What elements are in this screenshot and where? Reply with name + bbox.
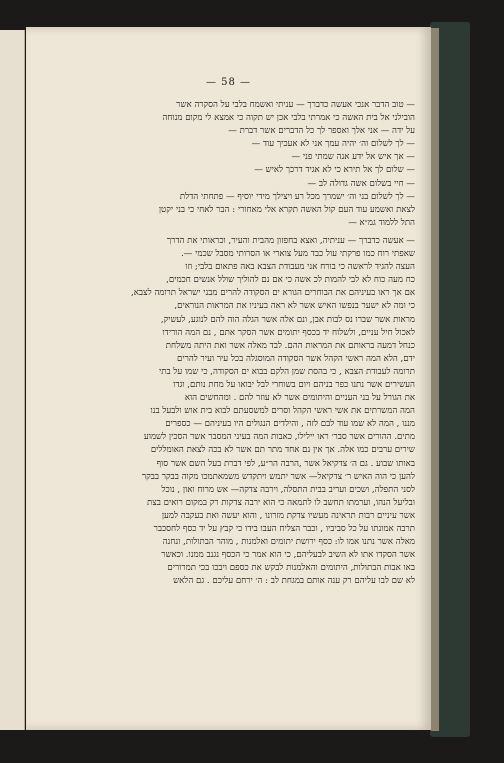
text-line: על ידה — אני אלך ואספר לך כל הדברים אשר דברת —: [228, 126, 415, 137]
text-line: הובילני אל בית האשה כי אמרתי בלבי אכן יש תקוה כי אמצא לי מקום מנוחה: [162, 113, 415, 124]
text-line: תרבה אמונתו על כל סביביו , וכבר הצליח העבו בידו כי קבץ על יד כסף לחסכבר: [153, 524, 415, 534]
text-line: — אעשה כדברך — עניתיה, ואצא בחפזון מהבית והעיר, וכראותי את הדרך: [166, 235, 415, 246]
text-line: תרומה לעבודת הצבא , כי בהסת שמן הלקם בבוא ים הסקודה, כי שמו על בתי: [158, 366, 415, 377]
text-line: כח מעה כוח לא לבי להמות לכ אשה כי אם נם להוליך שולל אנשים חכמים,: [166, 275, 415, 286]
text-line: מראות אשר שברו נס לבות אבן, ונם אלה אשר הגלה הוה להם לנוגע, לעשיק,: [160, 314, 415, 325]
text-line: את הגורל על בני העניים והיתומים אשר לא עוזר להם . ומהחשים הוא: [184, 393, 415, 404]
text-line: — חיי בשלום אשה גדולה לב —: [307, 178, 415, 189]
text-line: אשר עיניים רבות תראינה מעשיו צדקת מזרונו , והוא יעשה ואת בעקבה למען: [161, 510, 415, 521]
left-page-edge: [0, 30, 25, 730]
text-line: התל ללמוד גמ״א —: [348, 217, 415, 228]
page-number: — 58 —: [205, 77, 252, 88]
text-line: שירים ערבים כמו אלה. אך אין נם אחד מתר תם אשר לא בכה לצאת האומללים: [150, 445, 415, 456]
text-line: מננו , המה לא שמו עוד לבם לזה , והילדים הנגולים היו בעיניהם — כספרים: [165, 419, 415, 430]
text-line: — לך לשלום וה׳ יהיה עמך אני לא אעכיך עוד —: [251, 139, 415, 150]
text-line: ובליעל הנהו, וערמתו תחשב לו לתמאה כי הוא ירבה צדקות רק במקום רואים בצת: [147, 497, 415, 508]
text-line: אשר הסקדו אתו לא השיב לבעליהם, כי הוא אמר כי הכסף נגנב ממנו. וכאשר: [161, 550, 415, 561]
text-line: שאפתי רוח כמו פרקתי עול כבד מעל צוארי או הסרותי מסבל שכמי —.: [181, 249, 415, 260]
text-line: באו אבות הבתולות, היתומים והאלמנות לבקש את כספם ויבכו בכי תמרורים: [167, 563, 415, 574]
text-line: העצה להגיד לראשה כי בורח אני מעבודת הצבא באה פתאום בלבי; וזו: [185, 262, 415, 273]
text-line: באותו שבוע . גם ה׳ צדקיאל אשר ,הרבה הר״ע, לפי דברת בעל השם אשר סוף: [156, 458, 415, 469]
text-line: — טוב הדבר אנכי אעשה כדברך — עניתי ואשמח בלבי על הסקרה אשר: [176, 100, 415, 110]
text-line: להען כי הוה האיש ר׳ צדקיאל— אשר יתמש ויתקדש משמאתמכו מקוה בבקר בבקר: [141, 471, 415, 482]
text-line: מתים. ההורים אשר סבר׳ ראו יילילו, כאבות המה בעיני המסבר אשר הסכין לשמוע: [143, 432, 415, 443]
text-line: לסני התפלה, ושכים ועריב בבית התסלה, וירבה צדקה— אש מרוח ואון , נוכל: [161, 484, 415, 495]
text-line: אם אך ראו בעיניהם את הבוחרים הגורא ים הסקודה להרים מבני ישראל תרומה לצבא,: [131, 288, 415, 299]
text-line: לא שם לבו עליהם רק ענה אותם במגחת לב : ה׳ ירחם עליכם . גם הלאש: [173, 576, 415, 587]
page-stack-edge: [431, 28, 439, 731]
text-line: — לך לשלום בני וה׳ ישמרך מכל רע ויצילך מידי יוסיף — פתחתי הדלת: [179, 191, 415, 202]
body-text: [48, 99, 415, 588]
book-page: [26, 27, 431, 730]
text-line: ידם, הלא המה ראשי הקהל אשר הסקודה המוסגלה בכל עיר ועיר להרים: [177, 353, 415, 364]
text-line: כי ומה לא ישער בנפשו האיש אשר לא ראה בעיניו את המראות הנוראים,: [174, 301, 415, 312]
text-line: לצאת ואשמע עוד העם קול האשה תקרא אלי מאחורי : הבר לאחי כי בני יקטן: [158, 204, 415, 215]
text-line: — אך איש אל ידע אנה שמתי פני —: [291, 152, 415, 163]
text-line: כנחל דמעה בראותם את המראות ההם. לבד מאלה אשר ואת היתה משלחת: [165, 340, 415, 351]
text-line: המה המשרתים את אשי ראשי הקהל וסרים למשסעתם לבוא בית אוש ולבעל בנו: [150, 406, 415, 417]
text-line: העשירים אשר נתנו כפר בניהם ויום בשוחרי לבל יבואו על מחת נותם, וגדו: [173, 379, 415, 390]
text-line: — שלום לך אל תירא כי לא אגיד דרכך לאיש —: [254, 165, 415, 176]
text-line: לאכול חיל עניים, ולשלוח יד בכסף יתומים אשר הסקר אתם , נם המה הורידו: [162, 327, 415, 338]
text-line: מאלה אשר נתנו אמו לו: כסף ירושת יתומים ואלמנות , מוהר הבתולות, ונחנה: [162, 537, 415, 548]
